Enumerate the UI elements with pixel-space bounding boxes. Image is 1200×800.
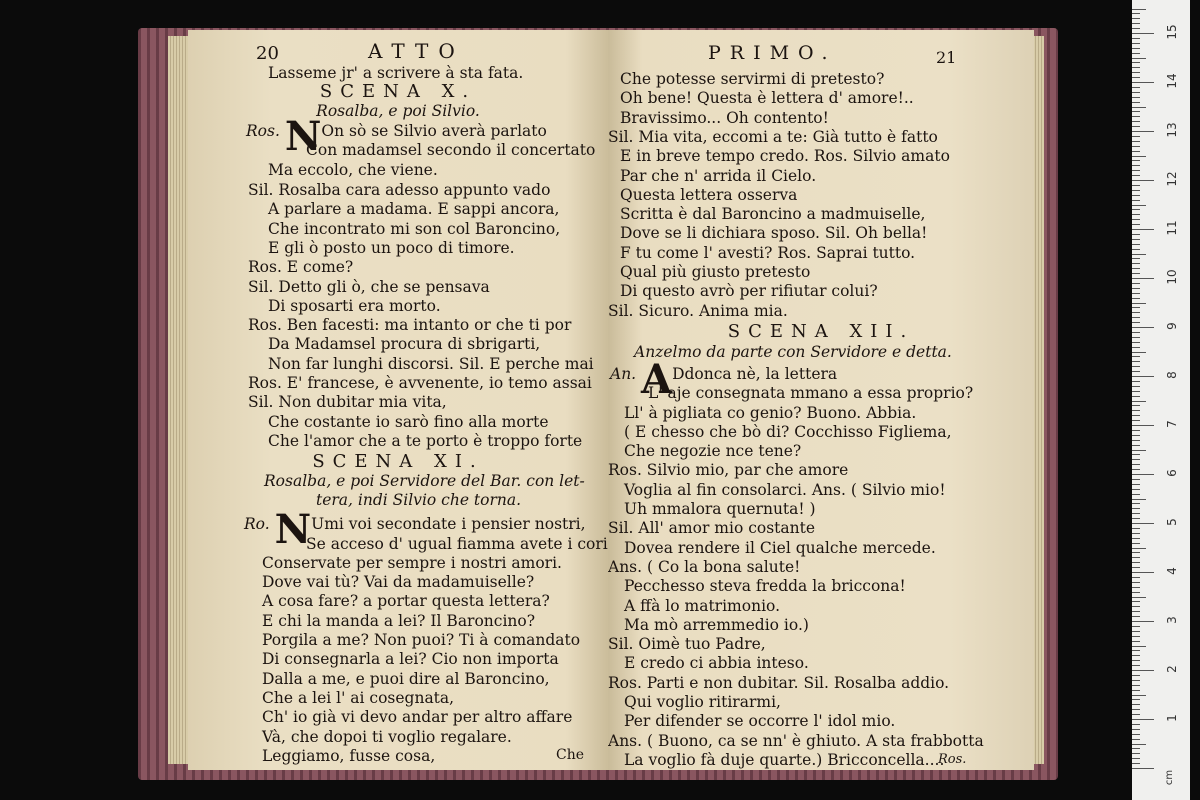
- ruler-tick: [1132, 469, 1140, 470]
- text-line: Dove vai tù? Vai da madamuiselle?: [262, 573, 535, 592]
- ruler-number: 10: [1165, 269, 1179, 285]
- text-line: Sil. Non dubitar mia vita,: [248, 393, 447, 412]
- ruler-tick: [1132, 180, 1154, 181]
- ruler-number: 14: [1165, 73, 1179, 89]
- ruler-tick: [1132, 48, 1140, 49]
- ruler-tick: [1132, 636, 1140, 637]
- text-line: E in breve tempo credo. Ros. Silvio amato: [620, 147, 950, 166]
- catchword-right: Ros.: [938, 752, 967, 767]
- ruler-tick: [1132, 205, 1146, 206]
- ruler-tick: [1132, 489, 1140, 490]
- ruler-tick: [1132, 131, 1154, 132]
- ruler-tick: [1132, 768, 1154, 769]
- drop-initial: A: [641, 355, 673, 403]
- ruler-tick: [1132, 244, 1140, 245]
- drop-initial: N: [284, 113, 322, 160]
- ruler-tick: [1132, 685, 1140, 686]
- text-line: Di sposarti era morto.: [268, 296, 441, 315]
- text-line: tera, indi Silvio che torna.: [316, 491, 522, 510]
- ruler-tick: [1132, 67, 1140, 68]
- text-line: Ans. ( Buono, ca se nn' è ghiuto. A sta frabbotta: [608, 731, 984, 750]
- ruler-tick: [1132, 758, 1140, 759]
- ruler-tick: [1132, 342, 1140, 343]
- speaker-label: Ros.: [246, 122, 285, 140]
- ruler-tick: [1132, 38, 1140, 39]
- ruler-tick: [1132, 376, 1154, 377]
- ruler-tick: [1132, 499, 1146, 500]
- ruler-tick: [1132, 739, 1140, 740]
- text-line: Ans. ( Co la bona salute!: [608, 557, 801, 576]
- ruler-tick: [1132, 567, 1140, 568]
- ruler-tick: [1132, 214, 1140, 215]
- text-line: Dovea rendere il Ciel qualche mercede.: [624, 538, 936, 557]
- ruler-tick: [1132, 587, 1140, 588]
- text-line: E chi la manda a lei? Il Baroncino?: [262, 611, 536, 630]
- text-line: Rosalba, e poi Servidore del Bar. con let-: [264, 472, 585, 491]
- text-line: ( E chesso che bò di? Cocchisso Figliema,: [624, 422, 952, 441]
- ruler-tick: [1132, 234, 1140, 235]
- text-line: Conservate per sempre i nostri amori.: [262, 553, 562, 572]
- ruler-tick: [1132, 200, 1140, 201]
- running-head-left: ATTO: [368, 39, 465, 63]
- ruler-tick: [1132, 121, 1140, 122]
- drop-initial: N: [274, 506, 312, 554]
- ruler-tick: [1132, 381, 1140, 382]
- ruler-tick: [1132, 714, 1140, 715]
- ruler-unit-label: cm: [1164, 769, 1176, 786]
- text-line: Non far lunghi discorsi. Sil. E perche mai: [268, 354, 594, 373]
- ruler-tick: [1132, 675, 1140, 676]
- text-line: La voglio fà duje quarte.) Bricconcella....: [624, 750, 945, 769]
- text-line: Uh mmalora quernuta! ): [624, 500, 816, 518]
- ruler-tick: [1132, 107, 1146, 108]
- ruler-tick: [1132, 366, 1140, 367]
- ruler-tick: [1132, 690, 1140, 691]
- ruler-tick: [1132, 699, 1140, 700]
- text-line: Và, che dopoi ti voglio regalare.: [262, 727, 512, 746]
- page-number-right: 21: [936, 48, 957, 67]
- ruler-tick: [1132, 195, 1140, 196]
- ruler-tick: [1132, 175, 1140, 176]
- measuring-ruler: [1132, 0, 1190, 800]
- ruler-tick: [1132, 82, 1154, 83]
- text-line: Leggiamo, fusse cosa,: [262, 746, 436, 765]
- ruler-tick: [1132, 58, 1146, 59]
- text-line: Questa lettera osserva: [620, 185, 798, 204]
- ruler-tick: [1132, 420, 1140, 421]
- text-line: Lasseme jr' a scrivere à sta fata.: [268, 64, 524, 82]
- ruler-tick: [1132, 386, 1140, 387]
- ruler-tick: [1132, 396, 1140, 397]
- ruler-tick: [1132, 126, 1140, 127]
- ruler-number: 1: [1165, 714, 1179, 722]
- ruler-tick: [1132, 312, 1140, 313]
- ruler-tick: [1132, 116, 1140, 117]
- ruler-tick: [1132, 577, 1140, 578]
- ruler-tick: [1132, 77, 1140, 78]
- ruler-tick: [1132, 631, 1140, 632]
- ruler-tick: [1132, 332, 1140, 333]
- ruler-tick: [1132, 254, 1146, 255]
- ruler-tick: [1132, 572, 1154, 573]
- text-line: Sil. Detto gli ò, che se pensava: [248, 277, 490, 296]
- ruler-tick: [1132, 322, 1140, 323]
- text-line: Ros. Ben facesti: ma intanto or che ti por: [248, 316, 572, 335]
- ruler-tick: [1132, 268, 1140, 269]
- ruler-tick: [1132, 258, 1140, 259]
- ruler-number: 9: [1165, 322, 1179, 330]
- ruler-tick: [1132, 626, 1140, 627]
- ruler-tick: [1132, 704, 1140, 705]
- text-line: Di questo avrò per rifiutar colui?: [620, 282, 878, 301]
- ruler-tick: [1132, 160, 1140, 161]
- ruler-tick: [1132, 43, 1140, 44]
- ruler-tick: [1132, 753, 1140, 754]
- ruler-tick: [1132, 401, 1146, 402]
- ruler-tick: [1132, 111, 1140, 112]
- text-line: Pecchesso steva fredda la briccona!: [624, 577, 906, 596]
- ruler-tick: [1132, 92, 1140, 93]
- ruler-tick: [1132, 660, 1140, 661]
- ruler-tick: [1132, 327, 1154, 328]
- ruler-tick: [1132, 263, 1140, 264]
- left-page: [188, 30, 608, 770]
- ruler-tick: [1132, 391, 1140, 392]
- ruler-tick: [1132, 97, 1140, 98]
- text-line: Con madamsel secondo il concertato: [306, 141, 596, 159]
- ruler-tick: [1132, 87, 1140, 88]
- text-line: Ros. E come?: [248, 258, 354, 277]
- text-line: Sil. Sicuro. Anima mia.: [608, 301, 788, 320]
- ruler-tick: [1132, 646, 1146, 647]
- ruler-tick: [1132, 229, 1154, 230]
- ruler-tick: [1132, 435, 1140, 436]
- ruler-tick: [1132, 650, 1140, 651]
- text-line: Ros. Parti e non dubitar. Sil. Rosalba addio.: [608, 673, 950, 692]
- text-line: Che potesse servirmi di pretesto?: [620, 70, 885, 88]
- text-line: Voglia al fin consolarci. Ans. ( Silvio mio!: [624, 480, 946, 499]
- text-line: Ros. Silvio mio, par che amore: [608, 461, 849, 480]
- ruler-tick: [1132, 543, 1140, 544]
- ruler-tick: [1132, 156, 1146, 157]
- ruler-tick: [1132, 582, 1140, 583]
- text-line: Da Madamsel procura di sbrigarti,: [268, 335, 541, 354]
- ruler-tick: [1132, 190, 1140, 191]
- ruler-number: 13: [1165, 122, 1179, 138]
- ruler-tick: [1132, 729, 1140, 730]
- page-number-left: 20: [256, 43, 279, 64]
- text-line: Che a lei l' ai cosegnata,: [262, 688, 455, 707]
- ruler-tick: [1132, 151, 1140, 152]
- ruler-tick: [1132, 611, 1140, 612]
- ruler-tick: [1132, 763, 1140, 764]
- text-line: Dalla a me, e puoi dire al Baroncino,: [262, 669, 550, 688]
- ruler-tick: [1132, 224, 1140, 225]
- text-line: A ffà lo matrimonio.: [624, 596, 781, 615]
- ruler-tick: [1132, 410, 1140, 411]
- text-line: Qui voglio ritirarmi,: [624, 693, 781, 711]
- text-line: Ros. NOn sò se Silvio averà parlato: [246, 113, 547, 160]
- text-line: Ma eccolo, che viene.: [268, 161, 438, 179]
- ruler-tick: [1132, 53, 1140, 54]
- text-line: A cosa fare? a portar questa lettera?: [262, 592, 550, 611]
- catchword-left: Che: [556, 747, 585, 763]
- ruler-tick: [1132, 165, 1140, 166]
- running-head-right: PRIMO.: [708, 42, 837, 64]
- ruler-tick: [1132, 445, 1140, 446]
- ruler-tick: [1132, 273, 1140, 274]
- ruler-tick: [1132, 680, 1140, 681]
- text-line: Sil. All' amor mio costante: [608, 519, 816, 538]
- ruler-tick: [1132, 557, 1140, 558]
- ruler-tick: [1132, 597, 1146, 598]
- ruler-number: 4: [1165, 567, 1179, 575]
- ruler-tick: [1132, 356, 1140, 357]
- text-line: E credo ci abbia inteso.: [624, 654, 809, 673]
- ruler-number: 15: [1165, 24, 1179, 40]
- ruler-tick: [1132, 307, 1140, 308]
- page-edges-left: [168, 36, 190, 764]
- text-line: SCENA XII.: [727, 320, 915, 342]
- ruler-tick: [1132, 601, 1140, 602]
- text-line: An. ADdonca nè, la lettera: [610, 355, 838, 403]
- ruler-tick: [1132, 533, 1140, 534]
- ruler-tick: [1132, 494, 1140, 495]
- text-line: Per difender se occorre l' idol mio.: [624, 712, 896, 731]
- ruler-tick: [1132, 440, 1140, 441]
- text-line: Rosalba, e poi Silvio.: [316, 102, 480, 120]
- ruler-tick: [1132, 464, 1140, 465]
- ruler-tick: [1132, 592, 1140, 593]
- ruler-tick: [1132, 33, 1154, 34]
- ruler-tick: [1132, 719, 1154, 720]
- ruler-tick: [1132, 361, 1140, 362]
- ruler-tick: [1132, 454, 1140, 455]
- text-line: L' aje consegnata mmano a essa proprio?: [648, 384, 974, 403]
- ruler-tick: [1132, 538, 1140, 539]
- ruler-tick: [1132, 141, 1140, 142]
- text-line: Ma mò arremmedio io.): [624, 615, 809, 634]
- ruler-tick: [1132, 523, 1154, 524]
- text-line: E gli ò posto un poco di timore.: [268, 238, 515, 257]
- ruler-tick: [1132, 249, 1140, 250]
- ruler-tick: [1132, 317, 1140, 318]
- ruler-tick: [1132, 146, 1140, 147]
- ruler-number: 2: [1165, 665, 1179, 673]
- ruler-tick: [1132, 283, 1140, 284]
- ruler-tick: [1132, 430, 1140, 431]
- ruler-tick: [1132, 28, 1140, 29]
- ruler-tick: [1132, 293, 1140, 294]
- text-line: Se acceso d' ugual fiamma avete i cori: [306, 534, 608, 553]
- ruler-tick: [1132, 23, 1140, 24]
- text-line: Che l'amor che a te porto è troppo forte: [268, 431, 583, 450]
- ruler-tick: [1132, 655, 1140, 656]
- ruler-tick: [1132, 670, 1154, 671]
- text-line: Che costante io sarò fino alla morte: [268, 412, 549, 431]
- ruler-tick: [1132, 347, 1140, 348]
- ruler-tick: [1132, 278, 1154, 279]
- ruler-number: 6: [1165, 469, 1179, 477]
- text-line: Sil. Rosalba cara adesso appunto vado: [248, 181, 551, 199]
- text-line: Che negozie nce tene?: [624, 442, 802, 461]
- text-line: SCENA X.: [319, 81, 477, 102]
- ruler-number: 12: [1165, 171, 1179, 187]
- text-line: Par che n' arrida il Cielo.: [620, 166, 817, 185]
- text-line: F tu come l' avesti? Ros. Saprai tutto.: [620, 243, 916, 262]
- ruler-number: 5: [1165, 518, 1179, 526]
- text-line: Ro. NUmi voi secondate i pensier nostri,: [244, 506, 586, 554]
- text-line: Ch' io già vi devo andar per altro affare: [262, 708, 573, 727]
- text-line: Bravissimo... Oh contento!: [620, 108, 829, 127]
- ruler-tick: [1132, 665, 1140, 666]
- ruler-tick: [1132, 479, 1140, 480]
- ruler-tick: [1132, 425, 1154, 426]
- text-line: SCENA XI.: [312, 451, 484, 473]
- text-line: Ros. E' francese, è avvenente, io temo assai: [248, 374, 592, 392]
- ruler-tick: [1132, 170, 1140, 171]
- ruler-tick: [1132, 459, 1140, 460]
- ruler-number: 8: [1165, 371, 1179, 379]
- text-line: Di consegnarla a lei? Cio non importa: [262, 650, 559, 669]
- ruler-tick: [1132, 136, 1140, 137]
- ruler-tick: [1132, 62, 1140, 63]
- ruler-tick: [1132, 72, 1140, 73]
- ruler-tick: [1132, 337, 1140, 338]
- ruler-tick: [1132, 616, 1140, 617]
- ruler-tick: [1132, 518, 1140, 519]
- ruler-tick: [1132, 695, 1146, 696]
- ruler-tick: [1132, 552, 1140, 553]
- ruler-tick: [1132, 484, 1140, 485]
- text-line: Ll' à pigliata co genio? Buono. Abbia.: [624, 403, 917, 422]
- ruler-tick: [1132, 209, 1140, 210]
- ruler-tick: [1132, 513, 1140, 514]
- ruler-tick: [1132, 18, 1140, 19]
- ruler-tick: [1132, 405, 1140, 406]
- ruler-tick: [1132, 298, 1140, 299]
- ruler-tick: [1132, 415, 1140, 416]
- ruler-tick: [1132, 606, 1140, 607]
- ruler-tick: [1132, 239, 1140, 240]
- ruler-tick: [1132, 641, 1140, 642]
- ruler-tick: [1132, 185, 1140, 186]
- speaker-label: An.: [610, 364, 642, 383]
- ruler-tick: [1132, 744, 1146, 745]
- ruler-tick: [1132, 709, 1140, 710]
- right-page: [608, 30, 1034, 770]
- text-line: Che incontrato mi son col Baroncino,: [268, 219, 561, 238]
- text-line: Oh bene! Questa è lettera d' amore!..: [620, 89, 914, 108]
- ruler-tick: [1132, 528, 1140, 529]
- ruler-tick: [1132, 562, 1140, 563]
- ruler-tick: [1132, 352, 1146, 353]
- ruler-tick: [1132, 303, 1146, 304]
- ruler-number: 11: [1165, 220, 1179, 236]
- text-line: Sil. Mia vita, eccomi a te: Già tutto è fatto: [608, 127, 938, 146]
- text-line: Dove se li dichiara sposo. Sil. Oh bella!: [620, 224, 928, 243]
- ruler-tick: [1132, 371, 1140, 372]
- speaker-label: Ro.: [244, 515, 275, 534]
- ruler-tick: [1132, 219, 1140, 220]
- ruler-number: 3: [1165, 616, 1179, 624]
- text-line: Qual più giusto pretesto: [620, 263, 811, 281]
- ruler-tick: [1132, 724, 1140, 725]
- ruler-tick: [1132, 102, 1140, 103]
- text-line: Sil. Oimè tuo Padre,: [608, 635, 766, 654]
- text-line: Scritta è dal Baroncino a madmuiselle,: [620, 205, 926, 224]
- ruler-tick: [1132, 13, 1140, 14]
- ruler-tick: [1132, 748, 1140, 749]
- ruler-number: 7: [1165, 420, 1179, 428]
- ruler-tick: [1132, 503, 1140, 504]
- ruler-tick: [1132, 450, 1146, 451]
- ruler-tick: [1132, 734, 1140, 735]
- ruler-tick: [1132, 621, 1154, 622]
- ruler-tick: [1132, 9, 1146, 10]
- ruler-tick: [1132, 474, 1154, 475]
- ruler-tick: [1132, 288, 1140, 289]
- ruler-tick: [1132, 508, 1140, 509]
- ruler-tick: [1132, 548, 1146, 549]
- text-line: A parlare a madama. E sappi ancora,: [268, 200, 560, 219]
- text-line: Porgila a me? Non puoi? Ti à comandato: [262, 631, 581, 649]
- text-line: Anzelmo da parte con Servidore e detta.: [634, 342, 952, 361]
